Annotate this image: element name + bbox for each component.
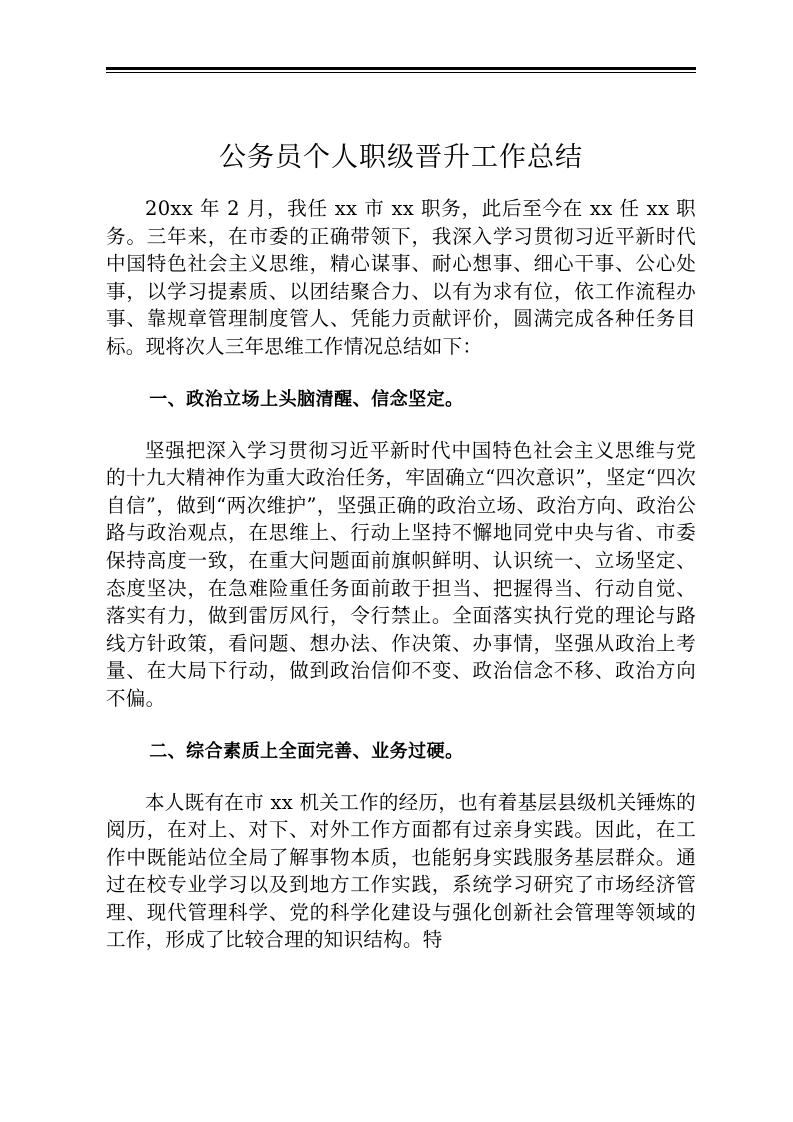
document-body (106, 195, 696, 954)
header-rule-thin (106, 72, 696, 73)
body-paragraph-section-2: 本人既有在市 xx 机关工作的经历，也有着基层县级机关锤炼的阅历，在对上、对下、对外工作方面都有过亲身实践。因此，在工作中既能站位全局了解事物本质，也能躬身实践服务基层群众。通过在校专业学习以及到地方工作实践，系统学习研究了市场经济管理、现代管理科学、党的科学化建设与强化创新社会管理等领域的工作，形成了比较合理的知识结构。特 (106, 790, 696, 952)
body-paragraph-intro: 20xx 年 2 月，我任 xx 市 xx 职务，此后至今在 xx 任 xx 职务。三年来，在市委的正确带领下，我深入学习贯彻习近平新时代中国特色社会主义思维，精心谋事、耐心想事、细心干事、公心处事，以学习提素质、以团结聚合力、以有为求有位，依工作流程办事、靠规章管理制度管人、凭能力贡献评价，圆满完成各种任务目标。现将次人三年思维工作情况总结如下： (106, 197, 696, 358)
section-heading-1: 一、政治立场上头脑清醒、信念坚定。 (149, 388, 464, 410)
header-rule-thick (106, 67, 696, 70)
section-heading-2: 二、综合素质上全面完善、业务过硬。 (149, 740, 464, 762)
document-title: 公务员个人职级晋升工作总结 (219, 142, 583, 173)
body-paragraph-section-1: 坚强把深入学习贯彻习近平新时代中国特色社会主义思维与党的十九大精神作为重大政治任务，牢固确立“四次意识”，坚定“四次自信”，做到“两次维护”，坚强正确的政治立场、政治方向、政治公路与政治观点，在思维上、行动上坚持不懈地同党中央与省、市委保持高度一致，在重大问题面前旗帜鲜明、认识统一、立场坚定、态度坚决，在急难险重任务面前敢于担当、把握得当、行动自觉、落实有力，做到雷厉风行，令行禁止。全面落实执行党的理论与路线方针政策，看问题、想办法、作决策、办事情，坚强从政治上考量、在大局下行动，做到政治信仰不变、政治信念不移、政治方向不偏。 (106, 438, 696, 710)
